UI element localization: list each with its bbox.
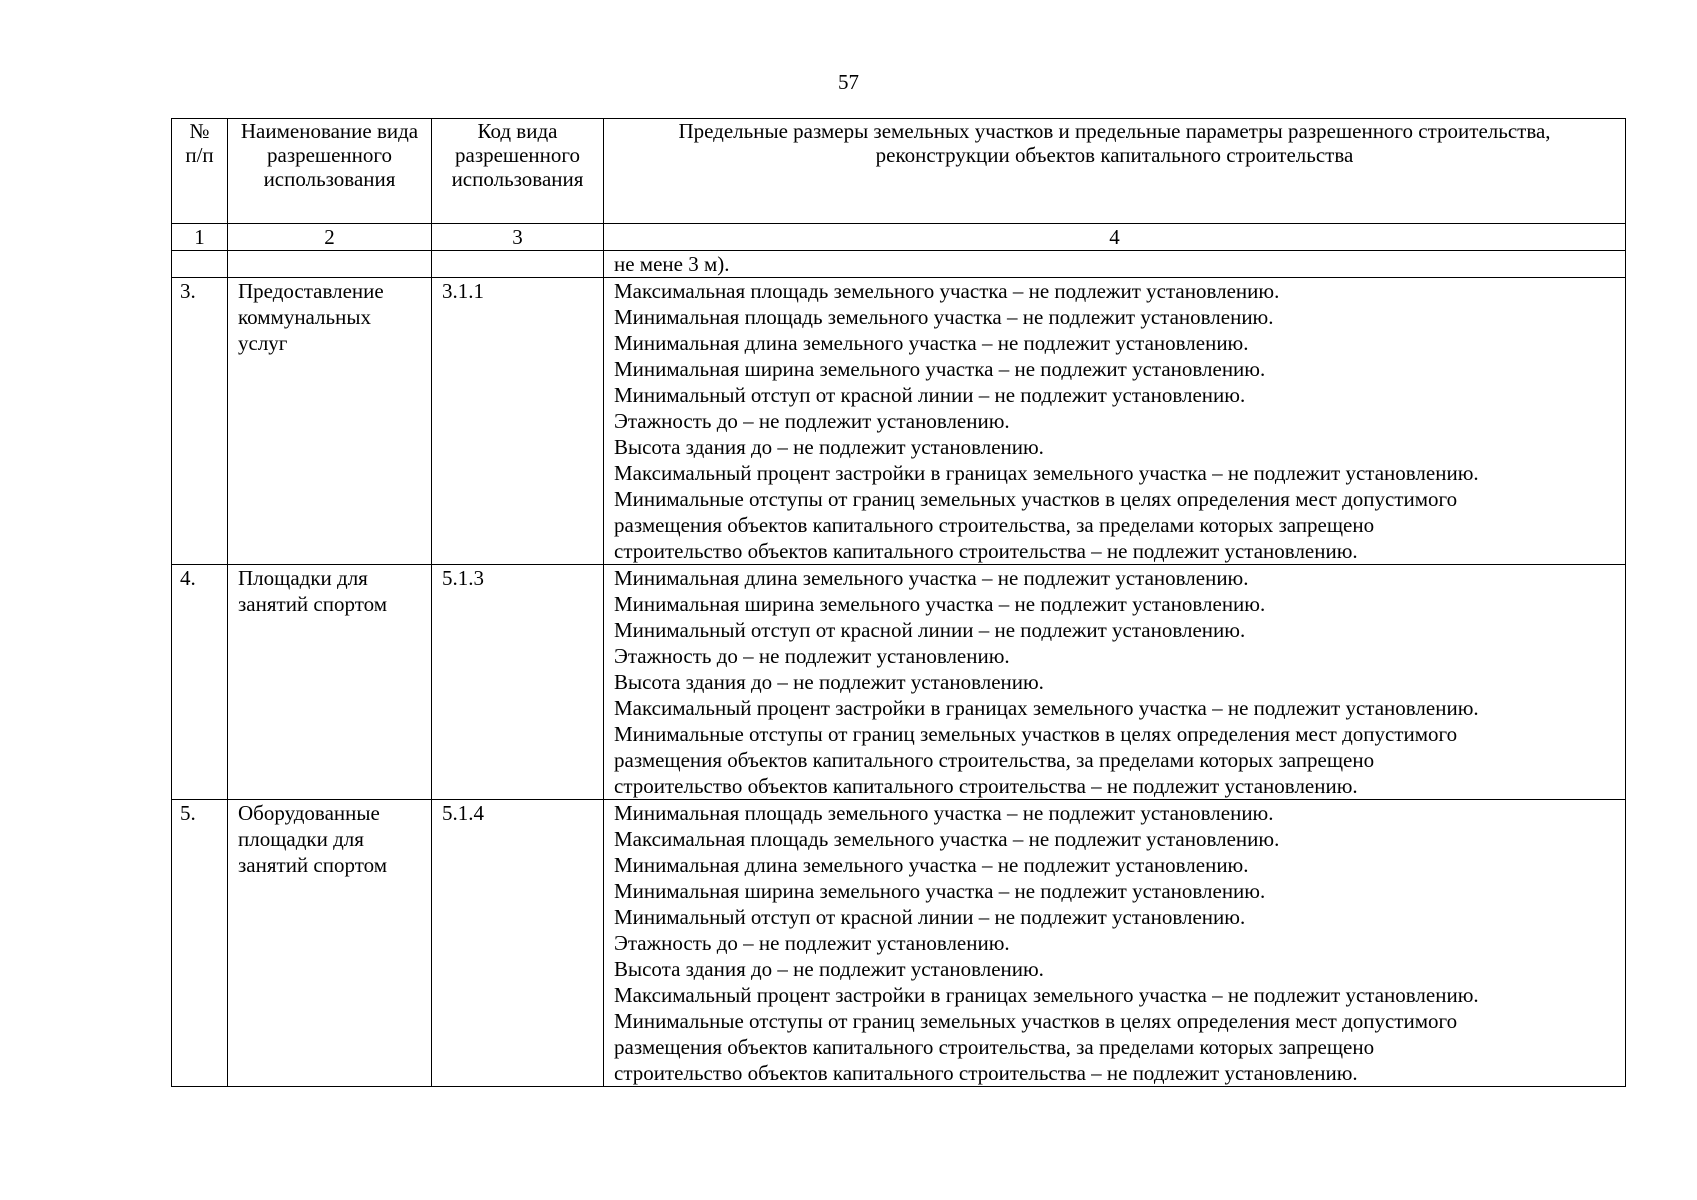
use-parameters xyxy=(604,278,1626,565)
use-parameters xyxy=(604,800,1626,1087)
parameter-line: Минимальные отступы от границ земельных участков в целях определения мест допустимого xyxy=(614,487,1458,511)
row-number: 5. xyxy=(172,800,228,1087)
parameter-line: Максимальная площадь земельного участка – не подлежит установлению. xyxy=(614,279,1280,303)
parameter-line: размещения объектов капитального строительства, за пределами которых запрещено xyxy=(614,1035,1375,1059)
parameter-line: Этажность до – не подлежит установлению. xyxy=(614,409,1010,433)
parameter-line: строительство объектов капитального строительства – не подлежит установлению. xyxy=(614,774,1358,798)
header-number: № п/п xyxy=(172,119,228,224)
parameter-line: Максимальная площадь земельного участка – не подлежит установлению. xyxy=(614,827,1280,851)
parameter-line: Минимальный отступ от красной линии – не подлежит установлению. xyxy=(614,905,1246,929)
empty-cell xyxy=(432,251,604,278)
use-name: Предоставление коммунальных услуг xyxy=(228,278,432,565)
parameter-line: Этажность до – не подлежит установлению. xyxy=(614,931,1010,955)
parameter-line: Минимальные отступы от границ земельных участков в целях определения мест допустимого xyxy=(614,1009,1458,1033)
column-number: 1 xyxy=(172,224,228,251)
use-parameters xyxy=(604,565,1626,800)
parameter-line: строительство объектов капитального строительства – не подлежит установлению. xyxy=(614,1061,1358,1085)
column-number: 4 xyxy=(604,224,1626,251)
parameter-line: Минимальная площадь земельного участка – не подлежит установлению. xyxy=(614,801,1274,825)
parameter-line: Минимальный отступ от красной линии – не подлежит установлению. xyxy=(614,618,1246,642)
parameter-line: Минимальная площадь земельного участка – не подлежит установлению. xyxy=(614,305,1274,329)
empty-cell xyxy=(228,251,432,278)
header-use-name: Наименование вида разрешенного использования xyxy=(228,119,432,224)
parameter-line: Минимальная длина земельного участка – не подлежит установлению. xyxy=(614,566,1249,590)
column-number-row xyxy=(172,224,1626,251)
use-name: Площадки для занятий спортом xyxy=(228,565,432,800)
parameter-line: Минимальная длина земельного участка – не подлежит установлению. xyxy=(614,853,1249,877)
use-code: 3.1.1 xyxy=(432,278,604,565)
parameter-line: Высота здания до – не подлежит установлению. xyxy=(614,670,1044,694)
row-number: 3. xyxy=(172,278,228,565)
parameter-line: Максимальный процент застройки в границах земельного участка – не подлежит установлению. xyxy=(614,983,1479,1007)
use-code: 5.1.4 xyxy=(432,800,604,1087)
parameter-line: Высота здания до – не подлежит установлению. xyxy=(614,957,1044,981)
table-row xyxy=(172,800,1626,1087)
use-code: 5.1.3 xyxy=(432,565,604,800)
parameter-line: Минимальная длина земельного участка – не подлежит установлению. xyxy=(614,331,1249,355)
header-use-code: Код вида разрешенного использования xyxy=(432,119,604,224)
parameter-line: размещения объектов капитального строительства, за пределами которых запрещено xyxy=(614,748,1375,772)
row-number: 4. xyxy=(172,565,228,800)
table-row xyxy=(172,565,1626,800)
zoning-parameters-table xyxy=(171,118,1626,1087)
empty-cell xyxy=(172,251,228,278)
parameter-line: Максимальный процент застройки в границах земельного участка – не подлежит установлению. xyxy=(614,461,1479,485)
parameter-line: Минимальный отступ от красной линии – не подлежит установлению. xyxy=(614,383,1246,407)
parameter-line: размещения объектов капитального строительства, за пределами которых запрещено xyxy=(614,513,1375,537)
parameter-line: строительство объектов капитального строительства – не подлежит установлению. xyxy=(614,539,1358,563)
table-row xyxy=(172,278,1626,565)
parameter-line: Максимальный процент застройки в границах земельного участка – не подлежит установлению. xyxy=(614,696,1479,720)
table-header-row xyxy=(172,119,1626,224)
continuation-text: не мене 3 м). xyxy=(604,251,1626,278)
parameter-line: Минимальная ширина земельного участка – не подлежит установлению. xyxy=(614,879,1266,903)
header-parameters: Предельные размеры земельных участков и предельные параметры разрешенного строительства, реконструкции объектов капитального строительства xyxy=(604,119,1626,224)
continuation-row xyxy=(172,251,1626,278)
parameter-line: Минимальная ширина земельного участка – не подлежит установлению. xyxy=(614,592,1266,616)
page-number: 57 xyxy=(838,70,859,94)
parameter-line: Минимальная ширина земельного участка – не подлежит установлению. xyxy=(614,357,1266,381)
column-number: 2 xyxy=(228,224,432,251)
parameter-line: Этажность до – не подлежит установлению. xyxy=(614,644,1010,668)
parameter-line: Минимальные отступы от границ земельных участков в целях определения мест допустимого xyxy=(614,722,1458,746)
column-number: 3 xyxy=(432,224,604,251)
use-name: Оборудованные площадки для занятий спортом xyxy=(228,800,432,1087)
parameter-line: Высота здания до – не подлежит установлению. xyxy=(614,435,1044,459)
